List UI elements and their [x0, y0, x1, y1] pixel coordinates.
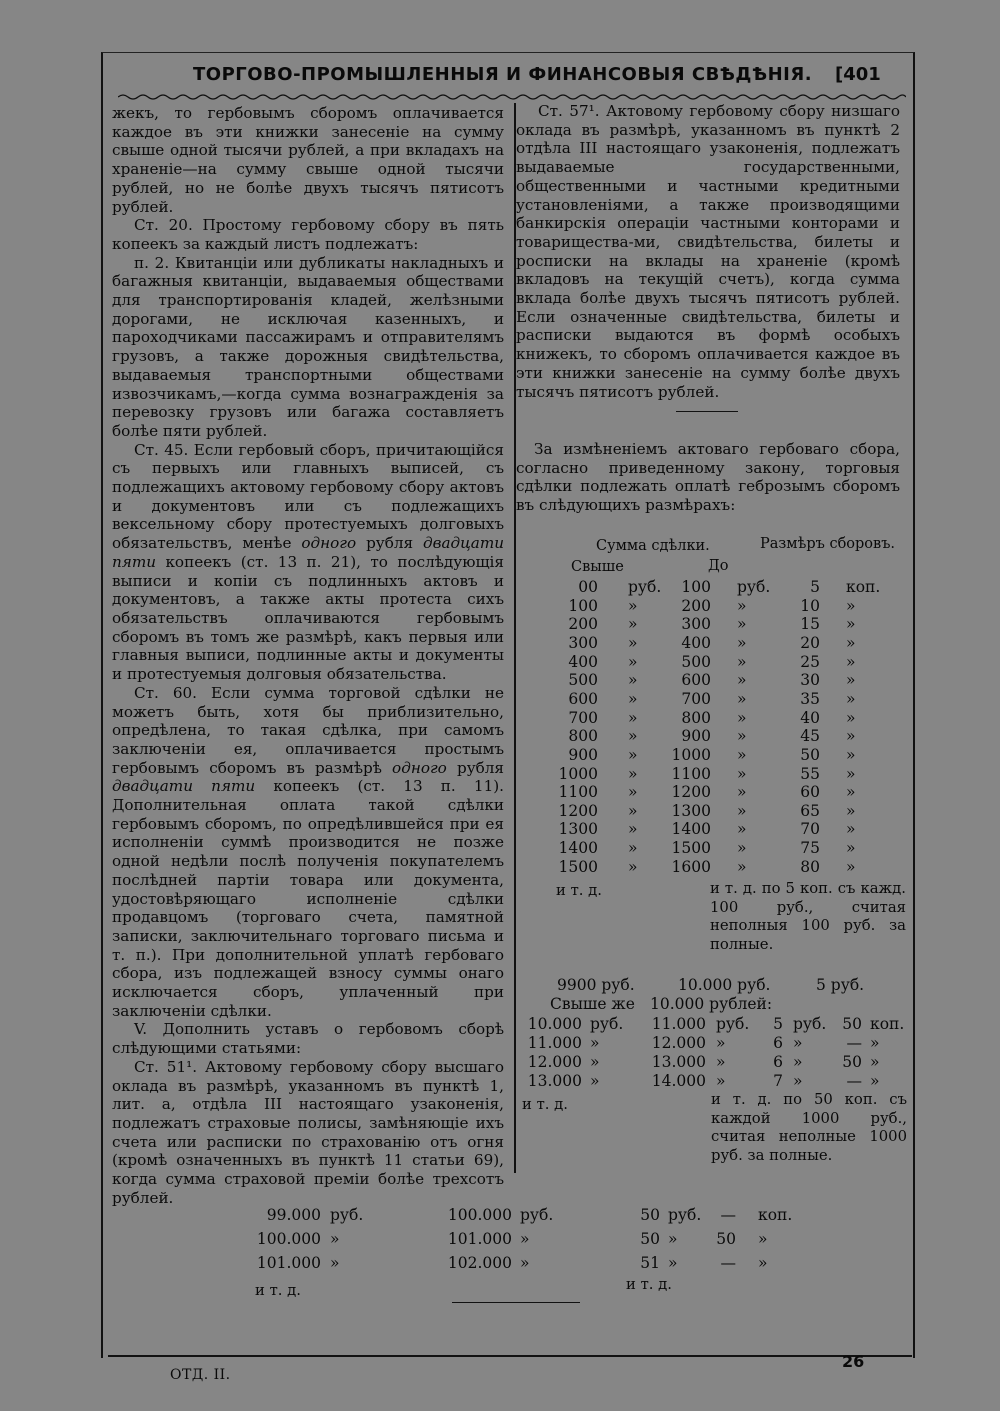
fee-cell: руб. — [737, 578, 771, 596]
fee-cell: 100 — [681, 578, 711, 596]
fee-cell: » — [628, 745, 638, 764]
large-cell: руб. — [793, 1015, 827, 1033]
fee-cell: » — [737, 839, 747, 858]
fee-cell: » — [737, 783, 747, 802]
fee-cell: » — [846, 764, 856, 783]
fee-cell: » — [628, 596, 638, 615]
fee-cell: 1200 — [558, 801, 598, 820]
large-cell: 50 — [842, 1053, 862, 1071]
fee-cell: » — [737, 708, 747, 727]
fee-table-row — [0, 578, 1000, 597]
bottom-cell: 101.000 — [256, 1254, 321, 1272]
fee-cell: 25 — [800, 652, 820, 671]
fee-cell: » — [628, 783, 638, 802]
fee-cell: » — [628, 801, 638, 820]
fee-table-row — [0, 615, 1000, 634]
fee-table-row — [0, 820, 1000, 839]
large-cell-fee: 5 руб. — [816, 976, 865, 994]
fee-cell: 1300 — [671, 801, 711, 820]
fee-cell: 1100 — [671, 764, 711, 783]
fee-cell: » — [628, 857, 638, 876]
fee-cell: » — [737, 745, 747, 764]
large-cell: » — [716, 1072, 726, 1090]
art60-italic-2: двадцати пяти — [112, 777, 256, 796]
bottom-cell: 51 — [640, 1254, 660, 1272]
bottom-cell: руб. — [330, 1206, 364, 1224]
large-cell: 7 — [773, 1072, 783, 1090]
fee-cell: » — [846, 801, 856, 820]
large-cell: 6 — [773, 1034, 783, 1052]
large-cell: — — [846, 1072, 862, 1090]
fee-cell: 300 — [681, 615, 711, 634]
bottom-cell: 100.000 — [447, 1206, 512, 1224]
fee-cell: 400 — [681, 633, 711, 652]
fee-cell: 900 — [568, 745, 598, 764]
fee-cell: 65 — [800, 801, 820, 820]
footer-page-number: 26 — [842, 1352, 865, 1371]
bottom-cell: » — [330, 1230, 340, 1248]
fee-cell: » — [846, 708, 856, 727]
fee-table-row — [0, 783, 1000, 802]
bottom-cell: 50 — [640, 1206, 660, 1224]
large-cell: 6 — [773, 1053, 783, 1071]
header-title: ТОРГОВО-ПРОМЫШЛЕННЫЯ И ФИНАНСОВЫЯ СВѢДѢНІЯ. — [193, 64, 813, 85]
fee-cell: 40 — [800, 708, 820, 727]
large-cell: » — [716, 1034, 726, 1052]
fee-cell: » — [737, 596, 747, 615]
art60-italic-1: одного — [392, 758, 447, 777]
fee-cell: » — [737, 727, 747, 746]
fee-cell: 300 — [568, 633, 598, 652]
large-cell: 12.000 — [651, 1034, 706, 1052]
bottom-cell: » — [520, 1254, 530, 1272]
fee-cell: » — [628, 820, 638, 839]
bottom-cell: 101.000 — [447, 1230, 512, 1248]
fee-cell: 55 — [800, 764, 820, 783]
bottom-cell: руб. — [520, 1206, 554, 1224]
art45-text-c: копеекъ (ст. 13 п. 21), то послѣдующія выписи и копіи съ подлинныхъ актовъ и документовъ, а также акты протеста сихъ обязательствъ оплачиваются гербовымъ сборомъ въ томъ же размѣрѣ, какъ первыя или главныя выписи, подлинные акты и документы и протестуемыя долговыя обязательства. — [112, 552, 504, 684]
fee-cell: » — [846, 633, 856, 652]
art60-text-b: рубля — [446, 758, 505, 777]
large-table-row — [0, 1015, 1000, 1035]
large-cell: » — [793, 1072, 803, 1090]
large-cell: 14.000 — [651, 1072, 706, 1090]
fee-cell: » — [628, 615, 638, 634]
large-cell: 13.000 — [527, 1072, 582, 1090]
large-cell: » — [716, 1053, 726, 1071]
fee-cell: » — [846, 727, 856, 746]
fee-table-row — [0, 709, 1000, 728]
fee-table-row — [0, 802, 1000, 821]
bottom-cell: » — [668, 1254, 678, 1272]
fee-cell: » — [737, 820, 747, 839]
fee-cell: 600 — [681, 671, 711, 690]
fee-cell: » — [628, 708, 638, 727]
fee-cell: 20 — [800, 633, 820, 652]
fee-table-row — [0, 671, 1000, 690]
fee-cell: 400 — [568, 652, 598, 671]
fee-cell: 00 — [578, 578, 598, 596]
fee-cell: » — [846, 671, 856, 690]
art45-italic-1: одного — [301, 534, 357, 553]
fee-head-over: Свыше — [571, 559, 624, 575]
fee-cell: 200 — [568, 615, 598, 634]
bottom-cell: 100.000 — [256, 1230, 321, 1248]
fee-table-row — [0, 765, 1000, 784]
fee-cell: 900 — [681, 727, 711, 746]
fee-cell: 500 — [568, 671, 598, 690]
fee-cell: » — [628, 652, 638, 671]
bottom-cell: коп. — [758, 1206, 793, 1224]
bottom-etc-right: и т. д. — [626, 1276, 672, 1293]
fee-head-fee: Размѣръ сборовъ. — [760, 536, 896, 552]
large-cell: » — [870, 1034, 880, 1052]
large-cell-from: 9900 руб. — [557, 976, 635, 994]
fee-cell: » — [846, 745, 856, 764]
fee-cell: » — [846, 839, 856, 858]
fee-cell: 80 — [800, 857, 820, 876]
large-etc: и т. д. — [522, 1096, 568, 1113]
large-cell: 13.000 — [651, 1053, 706, 1071]
large-cell: коп. — [870, 1015, 905, 1033]
bottom-etc-left: и т. д. — [255, 1282, 301, 1299]
fee-cell: 1500 — [671, 839, 711, 858]
fee-cell: 1200 — [671, 783, 711, 802]
art45-text-a: Ст. 45. Если гербовый сборъ, причитающійся съ первыхъ или главныхъ выписей, съ подлежащихъ актовому гербовому сбору актовъ и документовъ или съ подлежащихъ вексельному сбору протестуемыхъ долговыхъ обязательствъ, менѣе — [112, 440, 504, 553]
fee-cell: » — [628, 689, 638, 708]
fee-cell: 1100 — [558, 783, 598, 802]
bottom-cell: » — [668, 1230, 678, 1248]
header-page-number: [401 — [835, 64, 881, 85]
fee-cell: 1400 — [558, 839, 598, 858]
large-cell: — — [846, 1034, 862, 1052]
fee-cell: » — [737, 689, 747, 708]
large-cell: руб. — [590, 1015, 624, 1033]
fee-cell: » — [737, 633, 747, 652]
fee-cell: 1300 — [558, 820, 598, 839]
bottom-cell: » — [758, 1230, 768, 1248]
large-cell: » — [590, 1053, 600, 1071]
fee-cell: » — [846, 596, 856, 615]
running-header — [108, 64, 908, 92]
large-cell: » — [870, 1072, 880, 1090]
fee-cell: 500 — [681, 652, 711, 671]
bottom-cell: » — [520, 1230, 530, 1248]
large-cell: 11.000 — [651, 1015, 706, 1033]
fee-cell: 1000 — [671, 745, 711, 764]
fee-cell: » — [846, 783, 856, 802]
left-paragraph-section-v: V. Дополнить уставъ о гербовомъ сборѣ слѣдующими статьями: — [112, 1020, 504, 1058]
fee-cell: 45 — [800, 727, 820, 746]
fee-cell: 700 — [681, 689, 711, 708]
fee-cell: 1500 — [558, 857, 598, 876]
fee-table-row — [0, 634, 1000, 653]
fee-cell: 800 — [681, 708, 711, 727]
fee-cell: 800 — [568, 727, 598, 746]
large-cell: » — [793, 1034, 803, 1052]
large-cell: 50 — [842, 1015, 862, 1033]
fee-table-row — [0, 858, 1000, 877]
fee-cell: 5 — [810, 578, 820, 596]
bottom-table-row — [0, 1254, 1000, 1274]
bottom-cell: » — [758, 1254, 768, 1272]
large-row-over — [520, 995, 905, 1015]
fee-cell: 35 — [800, 689, 820, 708]
large-note: и т. д. по 50 коп. съ каждой 1000 руб., считая неполные 1000 руб. за полные. — [711, 1091, 907, 1165]
fee-cell: » — [737, 671, 747, 690]
fee-cell: 600 — [568, 689, 598, 708]
fee-etc: и т. д. — [556, 882, 602, 899]
fee-cell: » — [737, 652, 747, 671]
fee-table-row — [0, 690, 1000, 709]
left-paragraph-art20: Ст. 20. Простому гербовому сбору въ пять копеекъ за каждый листъ подлежатъ: — [112, 216, 504, 253]
fee-cell: » — [628, 727, 638, 746]
art45-text-b: рубля — [356, 534, 424, 553]
fee-cell: 100 — [568, 596, 598, 615]
large-cell: » — [793, 1053, 803, 1071]
large-cell: » — [870, 1053, 880, 1071]
large-cell: » — [590, 1034, 600, 1052]
fee-cell: коп. — [846, 578, 881, 596]
fee-cell: 30 — [800, 671, 820, 690]
fee-cell: 10 — [800, 596, 820, 615]
large-table-row — [0, 1034, 1000, 1054]
fee-cell: » — [737, 857, 747, 876]
fee-cell: » — [846, 689, 856, 708]
art60-text-c: копеекъ (ст. 13 п. 11). Дополнительная оплата такой сдѣлки гербовымъ сборомъ, по опредѣлившейся при ея исполненіи суммѣ производится не позже одной недѣли послѣ полученія покупателемъ послѣдней партіи товара или документа, удостовѣряющаго исполненіе сдѣлки продавцомъ (торговаго счета, памятной записки, заключительнаго торговаго письма и т. п.). При дополнительной уплатѣ гербоваго сбора, изъ подлежащей взносу суммы онаго исключается сборъ, уплаченный при заключеніи сдѣлки. — [112, 777, 505, 1020]
bottom-cell: » — [330, 1254, 340, 1272]
bottom-cell: 102.000 — [447, 1254, 512, 1272]
fee-cell: 700 — [568, 708, 598, 727]
right-column — [516, 102, 900, 401]
fee-cell: 1600 — [671, 857, 711, 876]
footer-section-label: ОТД. II. — [170, 1367, 231, 1383]
bottom-table-row — [0, 1206, 1000, 1226]
fee-note: и т. д. по 5 коп. съ кажд. 100 руб., считая неполныя 100 руб. за полные. — [710, 880, 906, 954]
large-cell-to: 10.000 руб. — [678, 976, 771, 994]
fee-intro — [516, 440, 900, 515]
fee-cell: 15 — [800, 615, 820, 634]
fee-cell: » — [628, 633, 638, 652]
fee-cell: руб. — [628, 578, 662, 596]
fee-cell: » — [846, 615, 856, 634]
fee-cell: 75 — [800, 839, 820, 858]
page-frame-bottom-rule — [108, 1355, 912, 1357]
fee-table-row — [0, 746, 1000, 765]
art45-italic-2: двадцати пяти — [112, 534, 505, 571]
fee-cell: » — [846, 820, 856, 839]
bottom-cell: — — [720, 1254, 736, 1272]
bottom-cell: 99.000 — [266, 1206, 321, 1224]
large-cell: 5 — [773, 1015, 783, 1033]
bottom-cell: 50 — [716, 1230, 736, 1248]
section-separator — [676, 411, 738, 412]
fee-cell: » — [737, 764, 747, 783]
large-table-row — [0, 1072, 1000, 1092]
large-cell: 12.000 — [527, 1053, 582, 1071]
bottom-cell: 50 — [640, 1230, 660, 1248]
fee-cell: 50 — [800, 745, 820, 764]
fee-cell: 200 — [681, 596, 711, 615]
header-wavy-rule — [118, 92, 906, 102]
fee-intro-text: За измѣненіемъ актоваго гербоваго сбора, согласно приведенному закону, торговыя сдѣлки подлежать оплатѣ геброзымъ сборомъ въ слѣдующихъ размѣрахъ: — [516, 440, 900, 515]
fee-cell: » — [737, 615, 747, 634]
left-paragraph-art51: Ст. 51¹. Актовому гербовому сбору высшаго оклада въ размѣрѣ, указанномъ въ пунктѣ 1, лит. а, отдѣла III настоящаго узаконенія, подлежатъ страховые полисы, замѣняющіе ихъ счета или расписки по страхованію отъ огня (кромѣ означенныхъ въ пунктѣ 11 статьи 69), когда сумма страховой преміи болѣе трехсотъ рублей. — [112, 1057, 504, 1207]
right-paragraph-art57: Ст. 57¹. Актовому гербовому сбору низшаго оклада въ размѣрѣ, указанномъ въ пунктѣ 2 отдѣла III настоящаго узаконенія, подлежатъ выдаваемые государственными, общественными и частными кредитными установленіями, а также производящими банкирскія операціи частными конторами и товарищества-ми, свидѣтельства, билеты и росписки на вклады на храненіе (кромѣ вкладовъ на текущій счетъ), когда сумма вклада болѣе двухъ тысячъ пятисотъ рублей. Если означенные свидѣтельства, билеты и расписки выдаются въ формѣ особыхъ книжекъ, то сборомъ оплачивается каждое въ эти книжки занесеніе на сумму болѣе двухъ тысячъ пятисотъ рублей. — [516, 102, 900, 401]
bottom-separator — [452, 1302, 580, 1303]
fee-table-row — [0, 839, 1000, 858]
fee-cell: 70 — [800, 820, 820, 839]
large-cell: » — [590, 1072, 600, 1090]
large-cell-over-amount: 10.000 рублей: — [650, 995, 773, 1013]
fee-cell: » — [846, 652, 856, 671]
bottom-cell: — — [720, 1206, 736, 1224]
fee-table-row — [0, 727, 1000, 746]
fee-table-row — [0, 597, 1000, 616]
large-cell: 11.000 — [527, 1034, 582, 1052]
fee-cell: 1400 — [671, 820, 711, 839]
fee-cell: » — [628, 839, 638, 858]
large-row-top — [520, 976, 905, 996]
large-cell-over: Свыше же — [550, 995, 635, 1013]
fee-head-to: До — [708, 558, 729, 574]
large-cell: 10.000 — [527, 1015, 582, 1033]
fee-cell: 60 — [800, 783, 820, 802]
bottom-table-row — [0, 1230, 1000, 1250]
large-cell: руб. — [716, 1015, 750, 1033]
fee-cell: » — [737, 801, 747, 820]
fee-table-row — [0, 653, 1000, 672]
fee-cell: 1000 — [558, 764, 598, 783]
fee-head-sum: Сумма сдѣлки. — [596, 538, 710, 554]
fee-cell: » — [846, 857, 856, 876]
left-paragraph-1: жекъ, то гербовымъ сборомъ оплачивается каждое въ эти книжки занесеніе на сумму свыше одной тысячи рублей, а при вкладахъ на храненіе—на сумму свыше одной тысячи рублей, но не болѣе двухъ тысячъ пятисотъ рублей. — [112, 104, 504, 216]
fee-cell: » — [628, 764, 638, 783]
large-table-row — [0, 1053, 1000, 1073]
art60-text-a: Ст. 60. Если сумма торговой сдѣлки не можетъ быть, хотя бы приблизительно, опредѣлена, то такая сдѣлка, при самомъ заключеніи ея, оплачивается простымъ гербовымъ сборомъ въ размѣрѣ — [112, 683, 504, 777]
fee-cell: » — [628, 671, 638, 690]
bottom-cell: руб. — [668, 1206, 702, 1224]
left-paragraph-item2: п. 2. Квитанціи или дубликаты накладныхъ и багажныя квитанціи, выдаваемыя обществами для транспортированія кладей, желѣзными дорогами, не исключая казенныхъ, и пароходчиками пассажирамъ и отправителямъ грузовъ, а также дорожныя свидѣтельства, выдаваемыя транспортными обществами извозчикамъ,—когда сумма вознагражденія за перевозку грузовъ или багажа составляетъ болѣе пяти рублей. — [112, 253, 504, 440]
